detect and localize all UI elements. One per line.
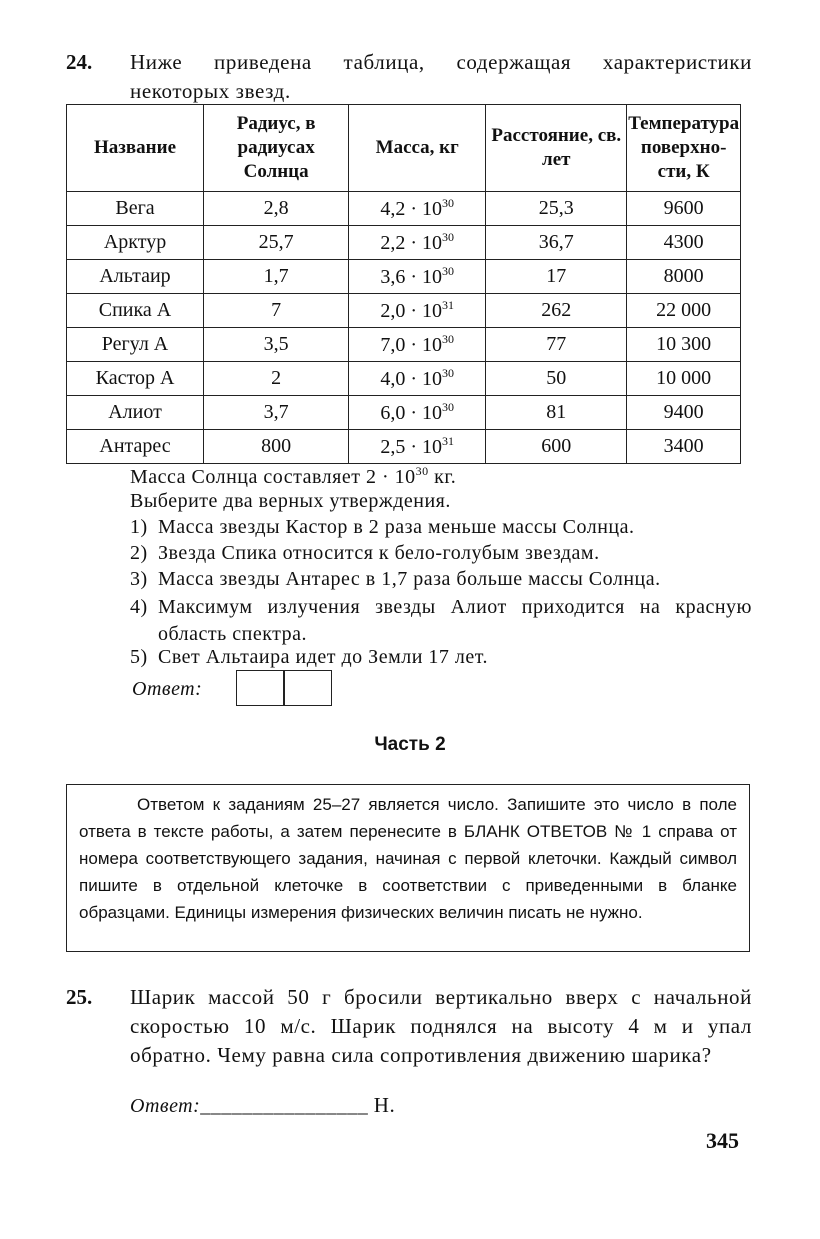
cell-radius: 1,7 [204,260,349,294]
cell-mass: $7,0 \cdot 10^{30}$ [349,328,486,362]
cell-temperature: 10 300 [627,328,741,362]
table-row [67,192,741,226]
option-3: 3) Масса звезды Антарес в 1,7 раза больше массы Солнца. [130,568,661,590]
option-5: 5) Свет Альтаира идет до Земли 17 лет. [130,646,489,668]
cell-name: Антарес [67,430,204,464]
instructions-text: Ответом к заданиям 25–27 является число. Запишите это число в поле ответа в тексте работы, а затем перенесите в БЛАНК ОТВЕТОВ № 1 справа от номера соответствующего задания, начиная с первой клеточки. Каждый символ пишите в отдельной клеточке в соответствии с приведенными в бланке образцами. Единицы измерения физических величин писать не нужно. [79,795,737,922]
header-mass: Масса, кг [349,105,486,192]
cell-name: Алиот [67,396,204,430]
instructions-box [66,784,750,952]
cell-mass: $3,6 \cdot 10^{30}$ [349,260,486,294]
cell-mass: $4,2 \cdot 10^{30}$ [349,192,486,226]
cell-distance: 262 [486,294,627,328]
cell-temperature: 9400 [627,396,741,430]
cell-radius: 2,8 [204,192,349,226]
cell-temperature: 8000 [627,260,741,294]
cell-temperature: 4300 [627,226,741,260]
cell-temperature: 3400 [627,430,741,464]
option-1: 1) Масса звезды Кастор в 2 раза меньше массы Солнца. [130,516,635,538]
cell-radius: 800 [204,430,349,464]
header-radius: Радиус, в радиусах Солнца [204,105,349,192]
cell-mass: $6,0 \cdot 10^{30}$ [349,396,486,430]
answer-box-1[interactable] [236,670,284,706]
table-row [67,362,741,396]
cell-name: Вега [67,192,204,226]
question-24-text: Ниже приведена таблица, содержащая характеристики некоторых звезд. [130,50,752,103]
table-row [67,328,741,362]
cell-distance: 81 [486,396,627,430]
table-header-row [67,105,741,192]
page-number: 345 [706,1128,739,1153]
header-name: Название [67,105,204,192]
answer-line-25: Ответ:________________ Н. [130,1093,396,1117]
cell-temperature: 10 000 [627,362,741,396]
header-distance: Расстояние, св. лет [486,105,627,192]
cell-radius: 3,5 [204,328,349,362]
part-2-heading: Часть 2 [374,734,446,755]
answer-box-2[interactable] [284,670,332,706]
cell-name: Кастор А [67,362,204,396]
header-temperature: Температура поверхно-сти, К [627,105,741,192]
cell-temperature: 22 000 [627,294,741,328]
cell-distance: 600 [486,430,627,464]
instruction: Выберите два верных утверждения. [130,490,451,512]
cell-distance: 77 [486,328,627,362]
table-row [67,430,741,464]
stars-table [66,104,741,464]
option-2: 2) Звезда Спика относится к бело-голубым звездам. [130,542,600,564]
cell-radius: 7 [204,294,349,328]
answer-blank-25[interactable]: ________________ [200,1095,369,1117]
cell-name: Регул А [67,328,204,362]
cell-mass: $2,5 \cdot 10^{31}$ [349,430,486,464]
table-row [67,396,741,430]
cell-distance: 17 [486,260,627,294]
question-24-number: 24. [66,50,93,74]
table-row [67,294,741,328]
cell-distance: 50 [486,362,627,396]
question-25-number: 25. [66,985,93,1009]
cell-radius: 2 [204,362,349,396]
cell-mass: $2,0 \cdot 10^{31}$ [349,294,486,328]
cell-distance: 25,3 [486,192,627,226]
cell-radius: 3,7 [204,396,349,430]
question-25-text: Шарик массой 50 г бросили вертикально вверх с начальной скоростью 10 м/с. Шарик поднялся на высоту 4 м и упал обратно. Чему равна сила сопротивления движению шарика? [130,985,752,1067]
cell-name: Спика А [67,294,204,328]
sun-mass-note: Масса Солнца составляет $2 \cdot 10^{30}$ кг. [130,464,457,488]
table-row [67,260,741,294]
option-4: 4) Максимум излучения звезды Алиот приходится на красную область спектра. [130,596,752,645]
cell-name: Альтаир [67,260,204,294]
cell-distance: 36,7 [486,226,627,260]
cell-radius: 25,7 [204,226,349,260]
table-row [67,226,741,260]
cell-mass: $4,0 \cdot 10^{30}$ [349,362,486,396]
cell-name: Арктур [67,226,204,260]
cell-temperature: 9600 [627,192,741,226]
cell-mass: $2,2 \cdot 10^{30}$ [349,226,486,260]
answer-label-24: Ответ: [132,678,203,700]
